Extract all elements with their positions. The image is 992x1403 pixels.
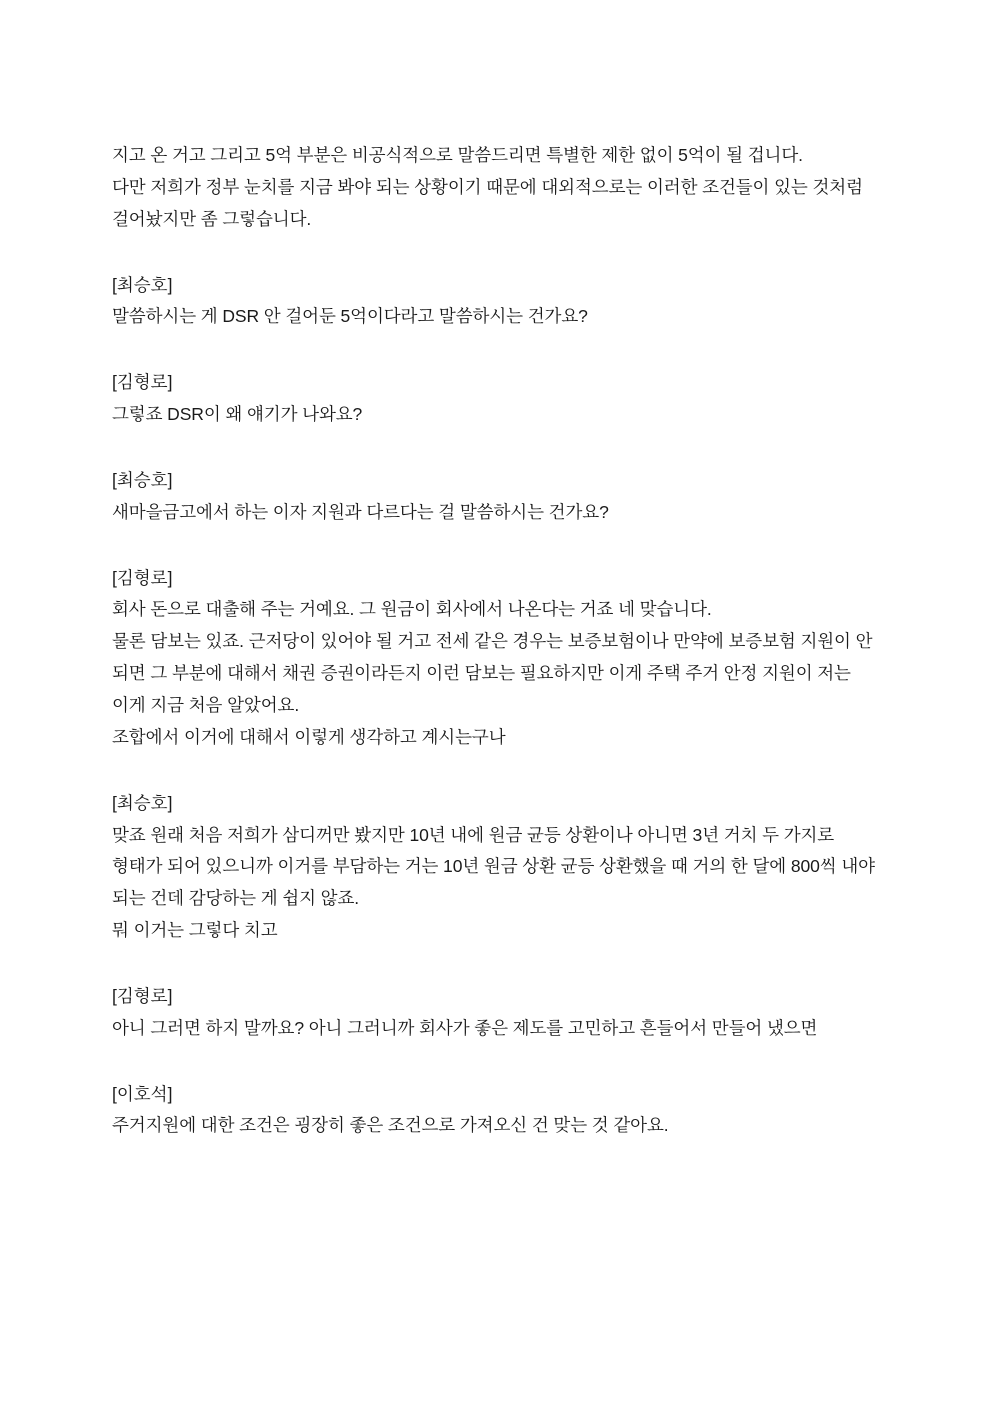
paragraph-spacer <box>112 947 880 981</box>
speaker-label: [최승호] <box>112 792 173 813</box>
transcript-paragraph: 그렇죠 DSR이 왜 얘기가 나와요? <box>112 404 363 425</box>
transcript-body <box>112 140 880 1142</box>
transcript-paragraph: 회사 돈으로 대출해 주는 거예요. 그 원금이 회사에서 나온다는 거죠 네 맞습니다. <box>112 599 712 620</box>
transcript-paragraph: 다만 저희가 정부 눈치를 지금 봐야 되는 상황이기 때문에 대외적으로는 이러한 조건들이 있는 것처럼 걸어놨지만 좀 그렇습니다. <box>112 176 868 229</box>
speaker-label: [최승호] <box>112 469 173 490</box>
speaker-label: [김형로] <box>112 985 173 1006</box>
transcript-paragraph: 지고 온 거고 그리고 5억 부분은 비공식적으로 말씀드리면 특별한 제한 없이 5억이 될 겁니다. <box>112 145 803 165</box>
transcript-paragraph: 주거지원에 대한 조건은 굉장히 좋은 조건으로 가져오신 건 맞는 것 같아요. <box>112 1115 669 1136</box>
paragraph-spacer <box>112 1045 880 1079</box>
transcript-paragraph: 말씀하시는 게 DSR 안 걸어둔 5억이다라고 말씀하시는 건가요? <box>112 306 588 327</box>
transcript-paragraph: 맞죠 원래 처음 저희가 삼디꺼만 봤지만 10년 내에 원금 균등 상환이나 아니면 3년 거치 두 가지로 형태가 되어 있으니까 이거를 부담하는 거는 10년 원금 상환 균등 상환했을 때 거의 한 달에 800씩 내야 되는 건데 감당하는 게 쉽지 않죠. <box>112 824 880 909</box>
paragraph-spacer <box>112 529 880 563</box>
paragraph-spacer <box>112 236 880 270</box>
transcript-paragraph: 새마을금고에서 하는 이자 지원과 다르다는 걸 말씀하시는 건가요? <box>112 501 609 522</box>
paragraph-spacer <box>112 431 880 465</box>
transcript-paragraph: 뭐 이거는 그렇다 치고 <box>112 920 278 941</box>
paragraph-spacer <box>112 333 880 367</box>
speaker-label: [김형로] <box>112 372 173 393</box>
speaker-label: [최승호] <box>112 274 173 295</box>
speaker-label: [김형로] <box>112 567 173 588</box>
speaker-label: [이호석] <box>112 1083 173 1104</box>
paragraph-spacer <box>112 754 880 788</box>
transcript-paragraph: 아니 그러면 하지 말까요? 아니 그러니까 회사가 좋은 제도를 고민하고 흔들어서 만들어 냈으면 <box>112 1017 818 1038</box>
transcript-paragraph: 물론 담보는 있죠. 근저당이 있어야 될 거고 전세 같은 경우는 보증보험이나 만약에 보증보험 지원이 안 되면 그 부분에 대해서 채권 증권이라든지 이런 담보는 필요하지만 이게 주택 주거 안정 지원이 저는 이게 지금 처음 알았어요. <box>112 631 878 715</box>
transcript-paragraph: 조합에서 이거에 대해서 이렇게 생각하고 계시는구나 <box>112 726 506 747</box>
